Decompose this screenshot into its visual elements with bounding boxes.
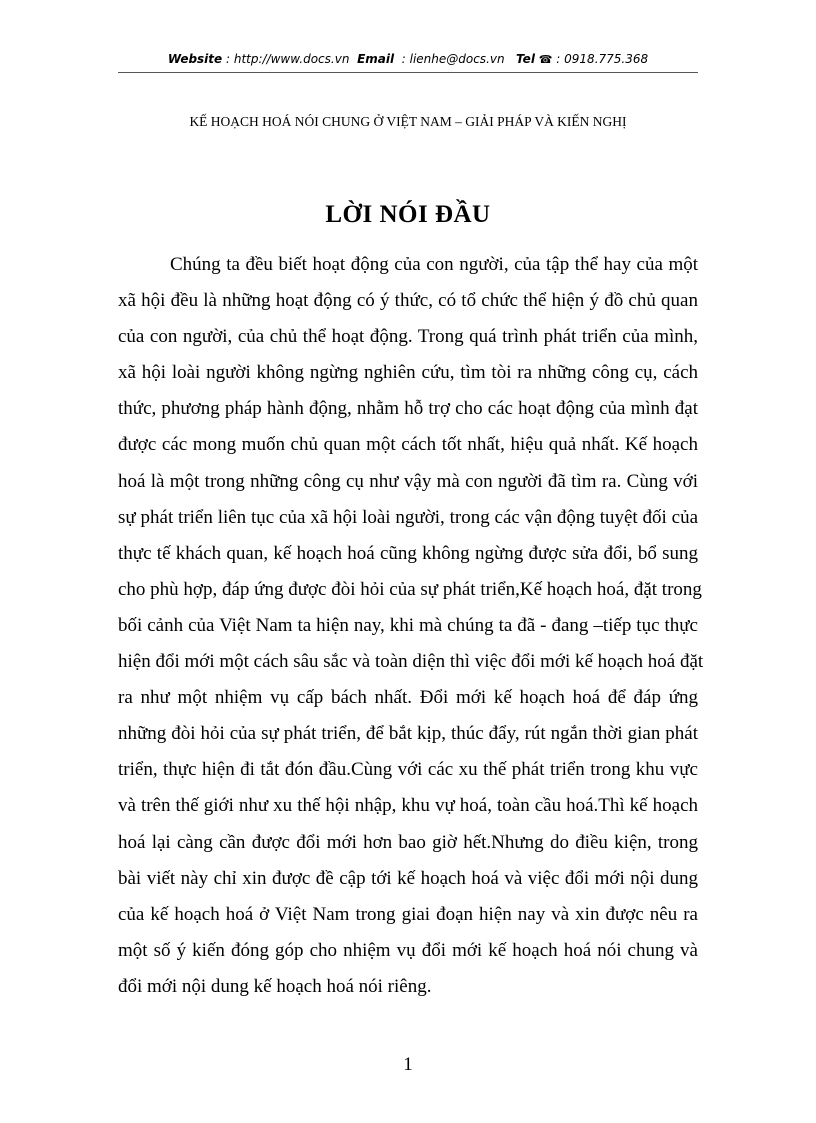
paragraph-line: hiện đổi mới một cách sâu sắc và toàn diện thì việc đổi mới kế hoạch hoá đặt bbox=[118, 651, 704, 673]
paragraph-line: ra như một nhiệm vụ cấp bách nhất. Đổi mới kế hoạch hoá để đáp ứng bbox=[118, 687, 698, 709]
paragraph-line: cho phù hợp, đáp ứng được đòi hỏi của sự phát triển,Kế hoạch hoá, đặt trong bbox=[118, 578, 702, 600]
page-header bbox=[118, 50, 698, 69]
email-address: lienhe@docs.vn bbox=[409, 52, 505, 66]
email-label: Email bbox=[357, 52, 395, 66]
phone-number: : 0918.775.368 bbox=[556, 52, 649, 66]
website-url: http://www.docs.vn bbox=[233, 52, 350, 66]
body-paragraph bbox=[118, 247, 704, 1005]
paragraph-line: của kế hoạch hoá ở Việt Nam trong giai đoạn hiện nay và xin được nêu ra bbox=[118, 903, 698, 925]
paragraph-line: thức, phương pháp hành động, nhằm hỗ trợ cho các hoạt động của mình đạt bbox=[118, 398, 698, 420]
paragraph-line: sự phát triển liên tục của xã hội loài người, trong các vận động tuyệt đối của bbox=[118, 506, 698, 528]
paragraph-line: đổi mới nội dung kế hoạch hoá nói riêng. bbox=[118, 975, 432, 997]
paragraph-line: xã hội loài người không ngừng nghiên cứu, tìm tòi ra những công cụ, cách bbox=[118, 362, 698, 384]
paragraph-line: Chúng ta đều biết hoạt động của con người, của tập thể hay của một bbox=[170, 254, 698, 275]
paragraph-line: xã hội đều là những hoạt động có ý thức, có tổ chức thể hiện ý đồ chủ quan bbox=[118, 290, 698, 312]
paragraph-line: triển, thực hiện đi tắt đón đầu.Cùng với các xu thế phát triển trong khu vực bbox=[118, 759, 698, 781]
document-title: KẾ HOẠCH HOÁ NÓI CHUNG Ở VIỆT NAM – GIẢI PHÁP VÀ KIẾN NGHỊ bbox=[189, 114, 627, 129]
page-number: 1 bbox=[403, 1054, 413, 1075]
paragraph-line: thực tế khách quan, kế hoạch hoá cũng không ngừng được sửa đổi, bổ sung bbox=[118, 542, 698, 564]
section-heading: LỜI NÓI ĐẦU bbox=[325, 201, 491, 228]
email-separator: : bbox=[397, 52, 410, 66]
paragraph-line: và trên thế giới như xu thế hội nhập, khu vự hoá, toàn cầu hoá.Thì kế hoạch bbox=[118, 795, 698, 817]
paragraph-line: hoá lại càng cần được đổi mới hơn bao giờ hết.Nhưng do điều kiện, trong bbox=[118, 831, 698, 853]
header-divider bbox=[118, 72, 698, 73]
telephone-icon: ☎ bbox=[538, 53, 553, 66]
paragraph-line: những đòi hỏi của sự phát triển, để bắt kịp, thúc đẩy, rút ngắn thời gian phát bbox=[118, 723, 698, 745]
paragraph-line: một số ý kiến đóng góp cho nhiệm vụ đổi mới kế hoạch hoá nói chung và bbox=[118, 939, 698, 961]
website-separator: : bbox=[222, 52, 234, 66]
paragraph-line: của con người, của chủ thể hoạt động. Trong quá trình phát triển của mình, bbox=[118, 326, 698, 348]
paragraph-line: bối cảnh của Việt Nam ta hiện nay, khi mà chúng ta đã - đang –tiếp tục thực bbox=[118, 614, 698, 636]
paragraph-line: bài viết này chỉ xin được đề cập tới kế hoạch hoá và việc đổi mới nội dung bbox=[118, 867, 698, 889]
website-label: Website bbox=[167, 52, 223, 66]
paragraph-line: được các mong muốn chủ quan một cách tốt nhất, hiệu quả nhất. Kế hoạch bbox=[118, 434, 698, 456]
tel-label: Tel bbox=[516, 52, 535, 66]
paragraph-line: hoá là một trong những công cụ như vậy mà con người đã tìm ra. Cùng với bbox=[118, 470, 698, 492]
